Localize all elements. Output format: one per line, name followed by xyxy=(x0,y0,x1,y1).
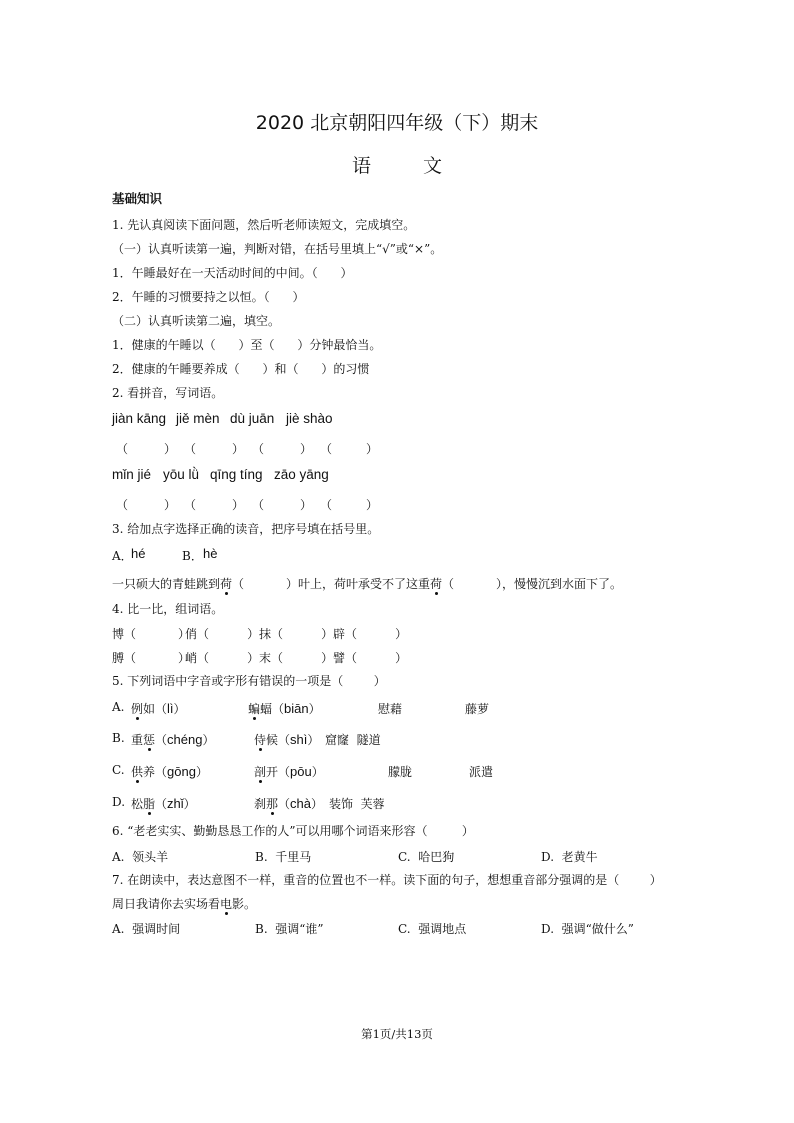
word-text: 松 xyxy=(131,797,144,811)
word-text: 蝠（ xyxy=(260,702,285,716)
answer-blank-close: ） xyxy=(366,442,379,456)
option-label: B. xyxy=(112,731,125,745)
pinyin-word: yōu lǜ xyxy=(163,467,200,482)
option-word-2 xyxy=(248,700,321,717)
q1-part2-item1: 1．健康的午睡以（ ）至（ ）分钟最恰当。 xyxy=(112,338,382,352)
q5-stem: 5. 下列词语中字音或字形有错误的一项是（ ） xyxy=(112,674,386,688)
q3-sentence-part-3: （ ），慢慢沉到水面下了。 xyxy=(442,577,622,591)
word-compare-item: 譬（ ） xyxy=(333,651,408,665)
pinyin-word: zāo yāng xyxy=(274,467,329,482)
word-compare-item: 峭（ ） xyxy=(185,651,260,665)
q7-stem: 7. 在朗读中，表达意图不一样，重音的位置也不一样。读下面的句子，想想重音部分强调的是（ ） xyxy=(112,873,662,887)
dotted-char: 脂 xyxy=(143,797,156,811)
option-word-3: 慰藉 xyxy=(378,702,403,716)
answer-blank-close: ） xyxy=(164,498,177,512)
word-pinyin: zhǐ xyxy=(167,796,184,811)
word-pinyin: pōu xyxy=(290,764,312,779)
option-word-1 xyxy=(131,700,186,717)
answer-blank-open: （ xyxy=(116,498,129,512)
option-item: B. 强调“谁” xyxy=(255,922,324,936)
q3-stem: 3. 给加点字选择正确的读音，把序号填在括号里。 xyxy=(112,522,380,536)
q7-sentence-part-1: 周日我请你去实场看 xyxy=(112,897,221,911)
word-text: ） xyxy=(183,797,196,811)
option-word-2 xyxy=(254,795,323,812)
word-text: 刹 xyxy=(254,797,267,811)
dotted-char: 电 xyxy=(220,897,233,911)
word-compare-item: 末（ ） xyxy=(259,651,334,665)
word-compare-item: 辟（ ） xyxy=(333,627,408,641)
q6-stem: 6. “老老实实、勤勤恳恳工作的人”可以用哪个词语来形容（ ） xyxy=(112,824,474,838)
pinyin-word: jiè shào xyxy=(286,411,333,426)
answer-blank-close: ） xyxy=(232,442,245,456)
dotted-char: 荷 xyxy=(430,577,443,591)
word-text: （ xyxy=(155,797,168,811)
dotted-char: 例 xyxy=(131,702,144,716)
pinyin-word: mǐn jié xyxy=(112,467,152,482)
dotted-char: 蝙 xyxy=(248,702,261,716)
answer-blank-open: （ xyxy=(116,442,129,456)
word-text: ） xyxy=(307,733,320,747)
word-pinyin: gōng xyxy=(167,764,196,779)
word-text: ） xyxy=(311,765,324,779)
word-text: （ xyxy=(155,733,168,747)
dotted-char: 那 xyxy=(266,797,279,811)
option-item: B. 千里马 xyxy=(255,850,312,864)
word-text: ） xyxy=(173,702,186,716)
q7-sentence-part-2: 影。 xyxy=(232,897,257,911)
dotted-char: 供 xyxy=(131,765,144,779)
dotted-char: 侍 xyxy=(254,733,267,747)
answer-blank-close: ） xyxy=(300,442,313,456)
word-text: ） xyxy=(202,733,215,747)
q1-part2: （二）认真听读第二遍，填空。 xyxy=(112,314,281,328)
q1-part1-item2: 2．午睡的习惯要持之以恒。（ ） xyxy=(112,290,305,304)
section-heading: 基础知识 xyxy=(112,191,163,206)
answer-blank-close: ） xyxy=(366,498,379,512)
subtitle-char-2: 文 xyxy=(423,155,443,177)
answer-blank-close: ） xyxy=(232,498,245,512)
q2-stem: 2. 看拼音，写词语。 xyxy=(112,386,224,400)
word-pinyin: lì xyxy=(167,701,174,716)
answer-blank-open: （ xyxy=(252,442,265,456)
option-word-4: 藤萝 xyxy=(465,702,490,716)
word-pinyin: shì xyxy=(290,732,308,747)
option-word-3: 装饰 芙蓉 xyxy=(329,797,385,811)
word-text: 如（ xyxy=(143,702,168,716)
option-a-pinyin: hé xyxy=(131,546,146,561)
answer-blank-close: ） xyxy=(164,442,177,456)
option-item: D. 强调“做什么” xyxy=(541,922,634,936)
option-word-4: 派遣 xyxy=(469,765,494,779)
q1-stem: 1. 先认真阅读下面问题，然后听老师读短文，完成填空。 xyxy=(112,218,416,232)
option-word-2 xyxy=(254,731,319,748)
word-text: ） xyxy=(308,702,321,716)
word-compare-item: 博（ ） xyxy=(112,627,190,641)
q1-part1: （一）认真听读第一遍，判断对错，在括号里填上“√”或“×”。 xyxy=(112,242,443,256)
word-compare-item: 抹（ ） xyxy=(259,627,334,641)
q1-part2-item2: 2．健康的午睡要养成（ ）和（ ）的习惯 xyxy=(112,362,370,376)
q1-part1-item1: 1．午睡最好在一天活动时间的中间。（ ） xyxy=(112,266,353,280)
dotted-char: 惩 xyxy=(143,733,156,747)
option-item: C. 哈巴狗 xyxy=(398,850,455,864)
answer-blank-open: （ xyxy=(184,442,197,456)
option-word-3: 窟窿 隧道 xyxy=(325,733,381,747)
q3-sentence-part-2: （ ）叶上，荷叶承受不了这重 xyxy=(232,577,430,591)
word-pinyin: biān xyxy=(284,701,309,716)
word-text: （ xyxy=(278,797,291,811)
pinyin-word: jiàn kāng xyxy=(112,411,167,426)
option-label: A. xyxy=(112,700,125,714)
word-pinyin: chà xyxy=(290,796,312,811)
option-label: D. xyxy=(112,795,126,809)
answer-blank-open: （ xyxy=(184,498,197,512)
q4-stem: 4. 比一比，组词语。 xyxy=(112,602,224,616)
word-text: 重 xyxy=(131,733,144,747)
option-item: A. 强调时间 xyxy=(112,922,181,936)
word-compare-item: 俏（ ） xyxy=(185,627,260,641)
answer-blank-open: （ xyxy=(320,498,333,512)
option-b-label: B． xyxy=(182,549,203,563)
word-text: ） xyxy=(195,765,208,779)
q7-sentence xyxy=(112,896,256,912)
answer-blank-open: （ xyxy=(320,442,333,456)
option-item: C. 强调地点 xyxy=(398,922,467,936)
q3-sentence-part-1: 一只硕大的青蛙跳到 xyxy=(112,577,221,591)
dotted-char: 荷 xyxy=(220,577,233,591)
option-word-2 xyxy=(254,763,324,780)
pinyin-word: qīng tíng xyxy=(210,467,263,482)
word-text: ） xyxy=(311,797,324,811)
option-word-1 xyxy=(131,731,214,748)
answer-blank-open: （ xyxy=(252,498,265,512)
word-pinyin: chéng xyxy=(167,732,203,747)
answer-blank-close: ） xyxy=(300,498,313,512)
option-label: C. xyxy=(112,763,125,777)
dotted-char: 剖 xyxy=(254,765,267,779)
word-compare-item: 膊（ ） xyxy=(112,651,190,665)
option-word-1 xyxy=(131,795,196,812)
page-title: 2020 北京朝阳四年级（下）期末 xyxy=(255,112,539,134)
q3-sentence xyxy=(112,576,622,592)
option-word-3: 朦胧 xyxy=(388,765,413,779)
subtitle-char-1: 语 xyxy=(351,155,371,177)
option-item: D. 老黄牛 xyxy=(541,850,598,864)
page-subtitle xyxy=(0,151,794,178)
option-a-label: A． xyxy=(112,549,133,563)
option-word-1 xyxy=(131,763,208,780)
option-item: A. 领头羊 xyxy=(112,850,169,864)
pinyin-word: dù juān xyxy=(230,411,275,426)
word-text: 候（ xyxy=(266,733,291,747)
word-text: 养（ xyxy=(143,765,168,779)
word-text: 开（ xyxy=(266,765,291,779)
pinyin-word: jiě mèn xyxy=(176,411,220,426)
option-b-pinyin: hè xyxy=(203,546,218,561)
page-number: 第1页/共13页 xyxy=(361,1027,433,1041)
